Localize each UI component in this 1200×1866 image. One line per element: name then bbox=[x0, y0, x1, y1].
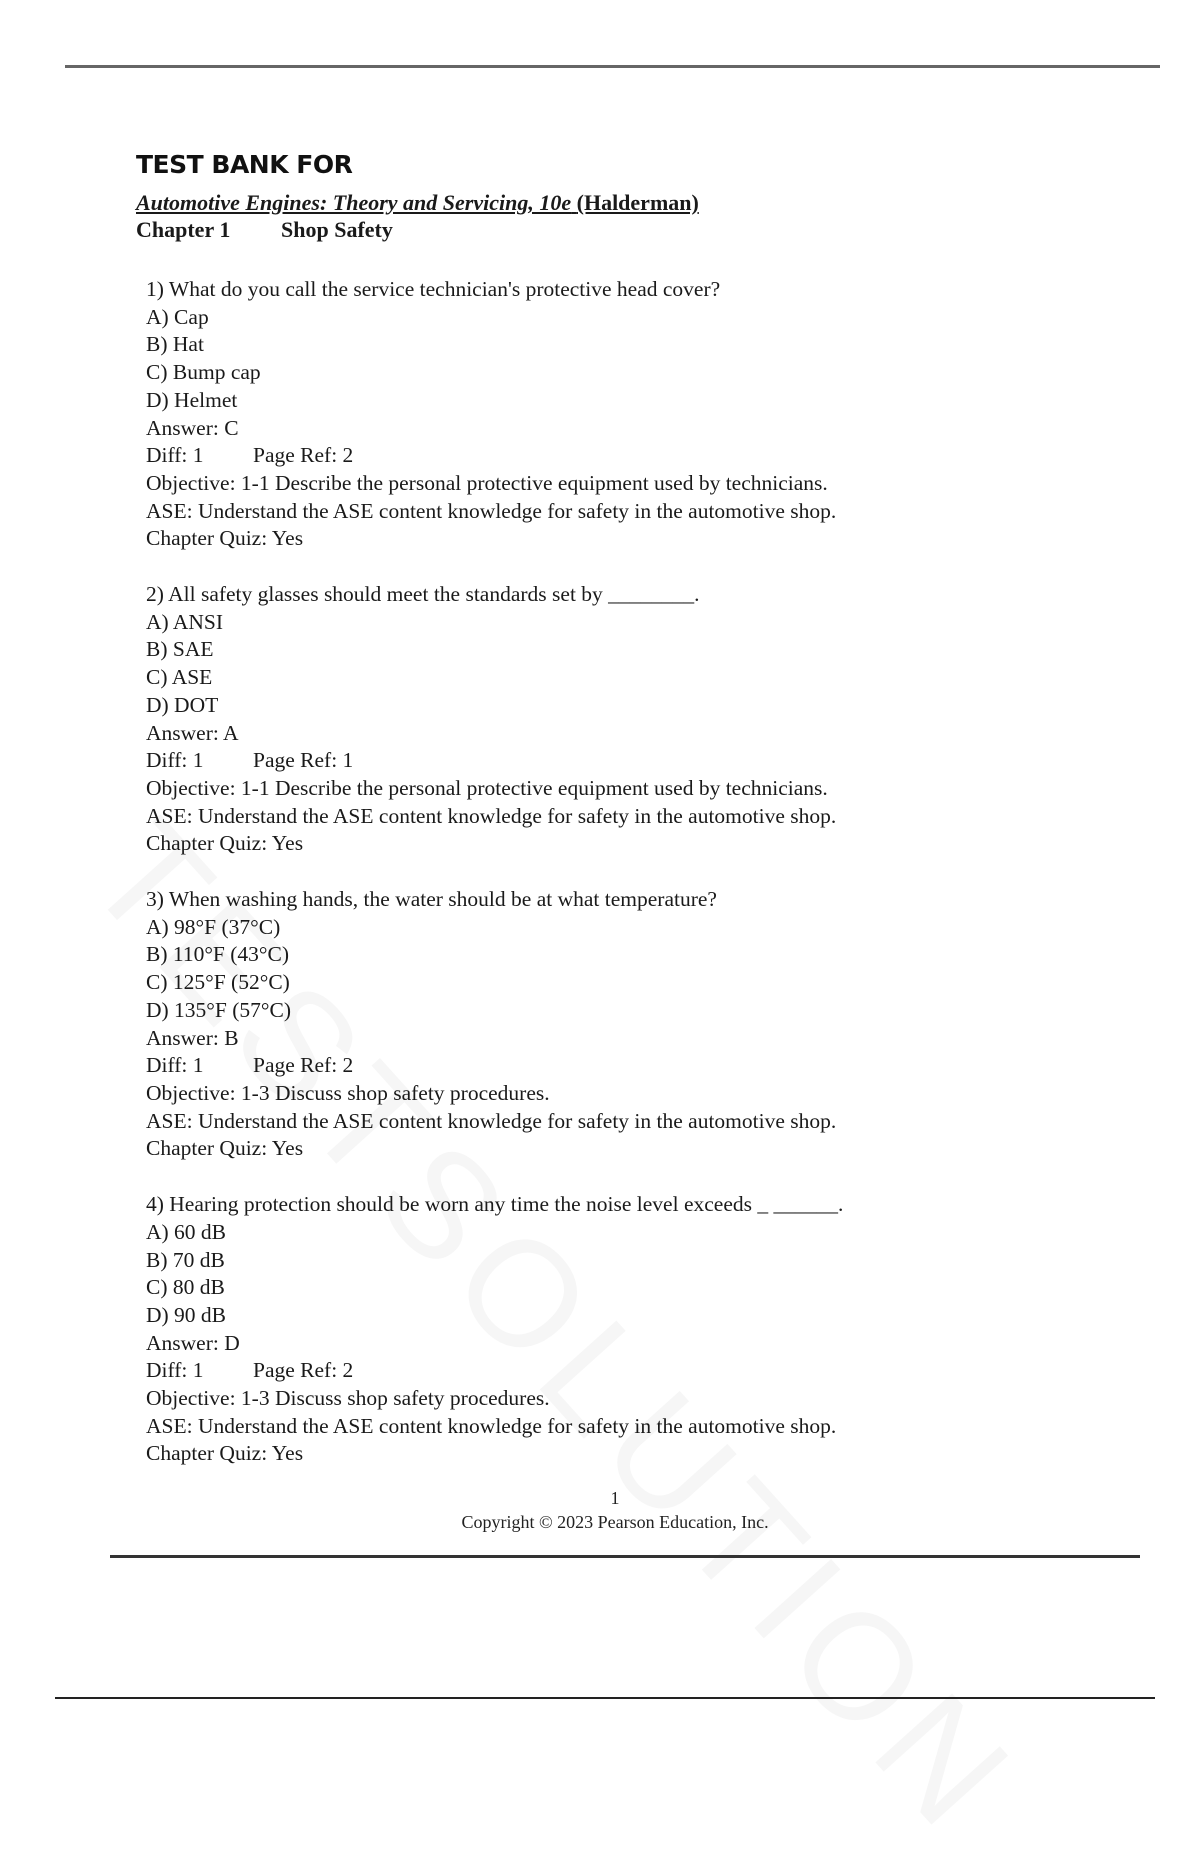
option-d: D) 90 dB bbox=[146, 1302, 227, 1327]
ase-standard: ASE: Understand the ASE content knowledge for safety in the automotive shop. bbox=[146, 803, 837, 828]
option-d: D) Helmet bbox=[146, 387, 238, 412]
question-stem: 4) Hearing protection should be worn any time the noise level exceeds _ ______. bbox=[146, 1192, 844, 1217]
answer: Answer: B bbox=[146, 1025, 239, 1050]
book-title-line bbox=[136, 189, 699, 216]
option-c: C) ASE bbox=[146, 665, 213, 690]
option-b: B) SAE bbox=[146, 637, 214, 662]
difficulty-line bbox=[146, 747, 1146, 775]
option-b: B) 70 dB bbox=[146, 1247, 225, 1272]
option-a: A) ANSI bbox=[146, 609, 224, 634]
question-stem: 3) When washing hands, the water should be at what temperature? bbox=[146, 887, 717, 912]
objective: Objective: 1-1 Describe the personal protective equipment used by technicians. bbox=[146, 470, 828, 495]
chapter-quiz: Chapter Quiz: Yes bbox=[146, 526, 304, 551]
chapter-title: Shop Safety bbox=[281, 217, 393, 242]
test-bank-heading: TEST BANK FOR bbox=[136, 150, 353, 179]
option-a: A) 98°F (37°C) bbox=[146, 914, 281, 939]
option-d: D) DOT bbox=[146, 692, 219, 717]
difficulty-line bbox=[146, 1357, 1146, 1385]
document-header bbox=[136, 150, 699, 243]
answer: Answer: C bbox=[146, 415, 239, 440]
chapter-quiz: Chapter Quiz: Yes bbox=[146, 831, 304, 856]
option-b: B) Hat bbox=[146, 332, 204, 357]
question-1 bbox=[146, 276, 1146, 553]
ase-standard: ASE: Understand the ASE content knowledge for safety in the automotive shop. bbox=[146, 1413, 837, 1438]
option-c: C) Bump cap bbox=[146, 360, 261, 385]
question-3 bbox=[146, 886, 1146, 1163]
objective: Objective: 1-3 Discuss shop safety procedures. bbox=[146, 1386, 550, 1411]
difficulty-line bbox=[146, 1052, 1146, 1080]
difficulty: Diff: 1 bbox=[146, 1358, 204, 1383]
ase-standard: ASE: Understand the ASE content knowledge for safety in the automotive shop. bbox=[146, 1108, 837, 1133]
ase-standard: ASE: Understand the ASE content knowledge for safety in the automotive shop. bbox=[146, 498, 837, 523]
difficulty: Diff: 1 bbox=[146, 1053, 204, 1078]
option-a: A) 60 dB bbox=[146, 1219, 227, 1244]
difficulty-line bbox=[146, 442, 1146, 470]
page-number: 1 bbox=[610, 1488, 620, 1508]
difficulty: Diff: 1 bbox=[146, 748, 204, 773]
objective: Objective: 1-3 Discuss shop safety procedures. bbox=[146, 1080, 550, 1105]
option-b: B) 110°F (43°C) bbox=[146, 942, 290, 967]
question-stem: 1) What do you call the service technician's protective head cover? bbox=[146, 277, 721, 301]
copyright-notice: Copyright © 2023 Pearson Education, Inc. bbox=[461, 1512, 769, 1532]
option-c: C) 125°F (52°C) bbox=[146, 970, 290, 995]
question-4 bbox=[146, 1191, 1146, 1468]
difficulty: Diff: 1 bbox=[146, 443, 204, 468]
question-stem: 2) All safety glasses should meet the standards set by ________. bbox=[146, 582, 700, 607]
chapter-number: Chapter 1 bbox=[136, 217, 231, 242]
option-d: D) 135°F (57°C) bbox=[146, 997, 291, 1022]
top-rule bbox=[65, 65, 1160, 68]
question-list bbox=[146, 276, 1146, 1496]
option-a: A) Cap bbox=[146, 304, 209, 329]
chapter-quiz: Chapter Quiz: Yes bbox=[146, 1136, 304, 1161]
question-2 bbox=[146, 581, 1146, 858]
chapter-quiz: Chapter Quiz: Yes bbox=[146, 1441, 304, 1466]
page-ref: Page Ref: 2 bbox=[253, 1053, 354, 1078]
footer-rule bbox=[110, 1555, 1140, 1558]
page-ref: Page Ref: 2 bbox=[253, 1358, 354, 1383]
chapter-heading bbox=[136, 216, 699, 243]
page-ref: Page Ref: 1 bbox=[253, 748, 354, 773]
page-footer bbox=[0, 1486, 1200, 1534]
option-c: C) 80 dB bbox=[146, 1275, 225, 1300]
bottom-rule bbox=[55, 1697, 1155, 1699]
answer: Answer: D bbox=[146, 1330, 240, 1355]
book-author: (Halderman) bbox=[576, 190, 699, 215]
answer: Answer: A bbox=[146, 720, 239, 745]
objective: Objective: 1-1 Describe the personal protective equipment used by technicians. bbox=[146, 775, 828, 800]
book-title: Automotive Engines: Theory and Servicing, 10e bbox=[136, 190, 572, 215]
page-ref: Page Ref: 2 bbox=[253, 443, 354, 468]
